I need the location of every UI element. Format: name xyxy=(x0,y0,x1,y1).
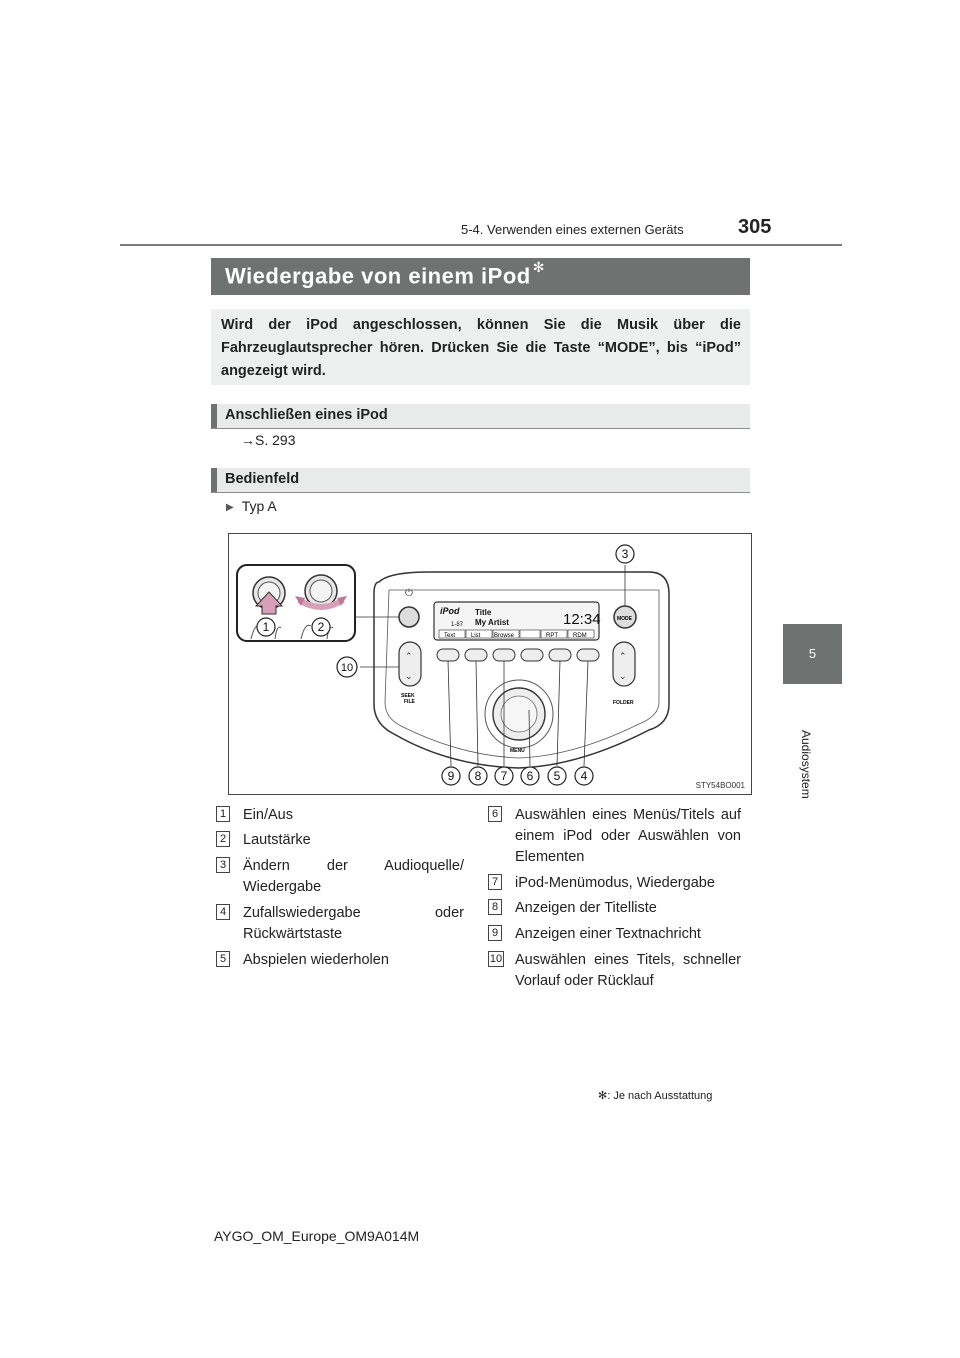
legend-text: Zufallswiedergabe oder Rückwärtstaste xyxy=(243,905,464,942)
callout-label: 2 xyxy=(317,620,325,634)
callout-label: 6 xyxy=(526,769,534,783)
page-title xyxy=(225,259,545,289)
menu-label: MENU xyxy=(510,748,525,754)
type-label-text: Typ A xyxy=(241,498,277,514)
legend-number: 1 xyxy=(216,806,230,822)
legend-number: 10 xyxy=(489,953,503,965)
callout-label: 5 xyxy=(553,769,561,783)
display-track: 1-87 xyxy=(451,622,464,628)
power-button xyxy=(399,607,419,627)
subheading-connect xyxy=(211,404,750,429)
display-title: Title xyxy=(475,608,492,617)
legend-item-1 xyxy=(216,805,464,826)
legend-text: Ändern der Audioquelle/ Wiedergabe xyxy=(243,858,464,895)
legend-item-5 xyxy=(216,950,464,971)
page-reference-link[interactable]: →S. 293 xyxy=(241,432,296,448)
legend-number: 8 xyxy=(488,899,502,915)
document-code: AYGO_OM_Europe_OM9A014M xyxy=(214,1228,420,1244)
svg-text:⏻: ⏻ xyxy=(405,588,413,599)
legend-number: 9 xyxy=(488,925,502,941)
type-label xyxy=(226,498,277,514)
softkey-label: RPT xyxy=(546,633,558,639)
subheading-connect-text: Anschließen eines iPod xyxy=(225,407,388,423)
svg-text:⌃: ⌃ xyxy=(405,652,413,662)
callout-label: 3 xyxy=(621,547,629,561)
intro-text: Wird der iPod angeschlossen, können Sie die Musik über die Fahrzeuglautsprecher hören. Drücken Sie die Taste “MODE”, bis “iPod” angezeigt wird. xyxy=(221,317,741,379)
control-panel-illustration xyxy=(229,534,751,794)
page-number: 305 xyxy=(738,216,772,238)
chapter-label: Audiosystem xyxy=(799,730,813,799)
callout-label: 9 xyxy=(447,769,455,783)
callout-label: 10 xyxy=(340,662,354,674)
display-softkeys xyxy=(439,630,594,639)
header-section-title: 5-4. Verwenden eines externen Geräts xyxy=(461,222,684,237)
softkey-label: List xyxy=(471,633,481,639)
legend-text: Auswählen eines Titels, schneller Vorlauf oder Rücklauf xyxy=(515,952,741,989)
subheading-control-panel xyxy=(211,468,750,493)
legend-text: Anzeigen der Titelliste xyxy=(515,900,657,916)
subheading-control-panel-text: Bedienfeld xyxy=(225,471,300,487)
legend-number: 5 xyxy=(216,951,230,967)
svg-text:⌃: ⌃ xyxy=(619,652,627,662)
seek-label: SEEK xyxy=(401,693,415,699)
legend-item-6 xyxy=(488,805,741,868)
legend-item-2 xyxy=(216,830,464,851)
mode-label: MODE xyxy=(617,616,632,622)
callout-label: 7 xyxy=(500,769,508,783)
softkey-label: Browse xyxy=(494,633,515,639)
callout-label: 8 xyxy=(474,769,482,783)
callout-label: 1 xyxy=(262,620,270,634)
subheading-marker xyxy=(211,404,217,428)
footnote-mark: ✻ xyxy=(598,1090,608,1102)
subheading-marker xyxy=(211,468,217,492)
legend-item-3 xyxy=(216,856,464,898)
legend-text: Auswählen eines Menüs/Titels auf einem iPod oder Auswählen von Elementen xyxy=(515,807,741,865)
control-panel-figure xyxy=(228,533,752,795)
legend-text: iPod-Menümodus, Wiedergabe xyxy=(515,875,715,891)
legend-text: Lautstärke xyxy=(243,832,311,848)
svg-text:⌄: ⌄ xyxy=(619,672,627,682)
softkey-label: RDM xyxy=(573,633,587,639)
legend-number: 7 xyxy=(488,874,502,890)
softkey-label: Text xyxy=(444,633,456,639)
display-artist: My Artist xyxy=(475,618,509,627)
legend-number: 2 xyxy=(216,831,230,847)
svg-text:⌄: ⌄ xyxy=(405,672,413,682)
legend-item-9 xyxy=(488,924,741,945)
figure-code: STY54BO001 xyxy=(695,781,745,790)
chapter-tab: 5 xyxy=(783,624,842,684)
folder-label: FOLDER xyxy=(613,700,634,706)
triangle-bullet-icon: ▶ xyxy=(226,502,234,513)
footnote xyxy=(598,1089,712,1102)
file-label: FILE xyxy=(404,699,415,705)
callout-label: 4 xyxy=(580,769,588,783)
legend-item-8 xyxy=(488,898,741,919)
footnote-text: : Je nach Ausstattung xyxy=(607,1090,713,1102)
display-time: 12:34 xyxy=(563,611,601,628)
display-source: iPod xyxy=(440,606,460,616)
legend-item-10 xyxy=(488,950,741,992)
page-title-text: Wiedergabe von einem iPod xyxy=(225,263,531,289)
legend-text: Abspielen wiederholen xyxy=(243,952,389,968)
legend-number: 3 xyxy=(216,857,230,873)
legend-item-7 xyxy=(488,873,741,894)
header-divider xyxy=(120,244,842,246)
legend-number: 6 xyxy=(488,806,502,822)
legend-text: Ein/Aus xyxy=(243,807,293,823)
equipment-mark: ✻ xyxy=(532,259,545,275)
legend-number: 4 xyxy=(216,904,230,920)
legend-text: Anzeigen einer Textnachricht xyxy=(515,926,701,942)
legend-item-4 xyxy=(216,903,464,945)
